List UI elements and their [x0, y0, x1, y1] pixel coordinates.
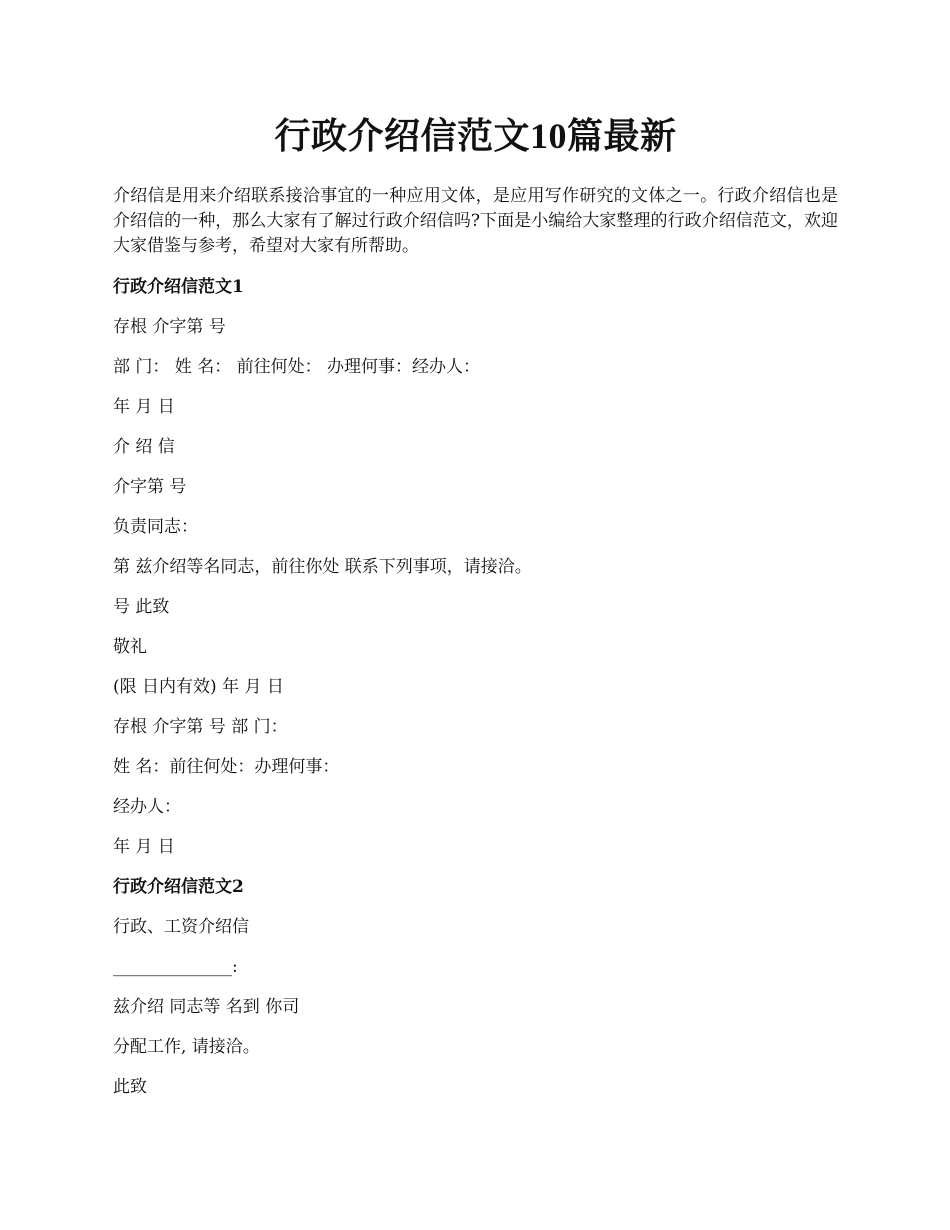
body-line: 姓 名：前往何处：办理何事：	[113, 757, 340, 777]
body-line: 介字第 号	[113, 477, 187, 497]
body-line: 介 绍 信	[113, 437, 175, 457]
body-line: 敬礼	[113, 637, 147, 657]
body-line: 兹介绍 同志等 名到 你司	[113, 997, 300, 1017]
intro-paragraph: 介绍信是用来介绍联系接洽事宜的一种应用文体，是应用写作研究的文体之一。行政介绍信也是介绍信的一种，那么大家有了解过行政介绍信吗?下面是小编给大家整理的行政介绍信范文，欢迎大家借鉴与参考，希望对大家有所帮助。	[113, 186, 838, 256]
body-line: 此致	[113, 1077, 147, 1097]
body-line: ______________:	[113, 957, 238, 977]
body-line: 负责同志：	[113, 517, 198, 537]
section-heading: 行政介绍信范文1	[113, 277, 244, 297]
body-line: 年 月 日	[113, 397, 175, 417]
section-2	[113, 875, 838, 1099]
body-line: 部 门： 姓 名： 前往何处： 办理何事：经办人：	[113, 357, 481, 377]
body-line: 存根 介字第 号	[113, 317, 226, 337]
document-title: 行政介绍信范文10篇最新	[274, 116, 677, 156]
body-line: 存根 介字第 号 部 门：	[113, 717, 288, 737]
body-line: 分配工作, 请接洽。	[113, 1037, 260, 1057]
body-line: 经办人：	[113, 797, 181, 817]
body-line: 第 兹介绍等名同志，前往你处 联系下列事项，请接洽。	[113, 557, 532, 577]
section-heading: 行政介绍信范文2	[113, 877, 244, 897]
body-line: (限 日内有效) 年 月 日	[113, 677, 284, 697]
section-1	[113, 275, 838, 859]
body-line: 行政、工资介绍信	[113, 917, 249, 937]
body-line: 号 此致	[113, 597, 170, 617]
body-line: 年 月 日	[113, 837, 175, 857]
